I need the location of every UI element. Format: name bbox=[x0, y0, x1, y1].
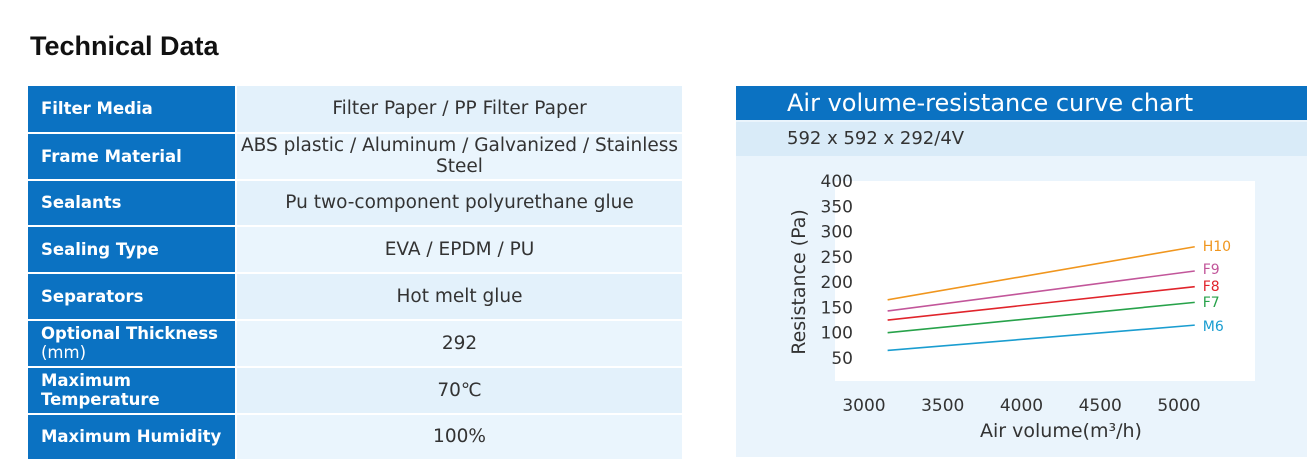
x-axis bbox=[842, 396, 1200, 416]
section-title: Technical Data bbox=[30, 31, 219, 61]
chart-panel bbox=[736, 86, 1307, 457]
spec-label-unit: (mm) bbox=[41, 343, 87, 363]
y-tick-label: 300 bbox=[820, 222, 853, 243]
series-label-f8: F8 bbox=[1202, 279, 1220, 295]
x-axis-title: Air volume(m³/h) bbox=[980, 420, 1142, 442]
spec-label-text: Optional Thickness bbox=[41, 324, 218, 344]
table-row bbox=[28, 226, 682, 273]
table-row bbox=[28, 180, 682, 227]
spec-label bbox=[28, 86, 236, 133]
table-row bbox=[28, 86, 682, 133]
chart-subtitle: 592 x 592 x 292/4V bbox=[736, 122, 1307, 156]
spec-value: 70℃ bbox=[236, 367, 682, 414]
spec-value: EVA / EPDM / PU bbox=[236, 226, 682, 273]
table-row bbox=[28, 414, 682, 461]
y-axis-title: Resistance (Pa) bbox=[788, 209, 810, 355]
spec-label-text: Maximum Temperature bbox=[41, 371, 160, 410]
y-tick-label: 400 bbox=[820, 172, 853, 192]
spec-label bbox=[28, 133, 236, 180]
spec-label bbox=[28, 320, 236, 367]
table-row bbox=[28, 133, 682, 180]
spec-label bbox=[28, 226, 236, 273]
spec-label-text: Sealing Type bbox=[41, 240, 159, 260]
series-label-f7: F7 bbox=[1202, 295, 1220, 311]
spec-label-text: Sealants bbox=[41, 193, 122, 213]
spec-label-text: Maximum Humidity bbox=[41, 427, 222, 447]
y-tick-label: 50 bbox=[831, 349, 853, 369]
series-label-h10: H10 bbox=[1202, 239, 1232, 255]
x-tick-label: 5000 bbox=[1157, 396, 1201, 416]
spec-value: 100% bbox=[236, 414, 682, 461]
spec-value: 292 bbox=[236, 320, 682, 367]
series-label-m6: M6 bbox=[1202, 319, 1224, 335]
x-tick-label: 4000 bbox=[999, 396, 1044, 416]
chart-title: Air volume-resistance curve chart bbox=[736, 86, 1307, 120]
technical-data-table bbox=[28, 86, 682, 461]
y-tick-label: 100 bbox=[820, 323, 853, 344]
spec-label bbox=[28, 414, 236, 461]
x-tick-label: 3000 bbox=[842, 396, 886, 416]
y-tick-label: 350 bbox=[820, 197, 853, 218]
table-row bbox=[28, 273, 682, 320]
spec-value: Filter Paper / PP Filter Paper bbox=[236, 86, 682, 133]
y-tick-label: 250 bbox=[820, 247, 853, 268]
y-tick-label: 200 bbox=[820, 273, 853, 294]
spec-label bbox=[28, 367, 236, 414]
y-tick-label: 150 bbox=[820, 298, 853, 319]
spec-label-text: Filter Media bbox=[41, 99, 153, 119]
spec-value: Pu two-component polyurethane glue bbox=[236, 180, 682, 227]
line-chart bbox=[736, 86, 1307, 457]
table-row bbox=[28, 367, 682, 414]
series-label-f9: F9 bbox=[1202, 262, 1220, 278]
spec-label-text: Separators bbox=[41, 287, 144, 307]
spec-value: Hot melt glue bbox=[236, 273, 682, 320]
spec-label bbox=[28, 180, 236, 227]
spec-value: ABS plastic / Aluminum / Galvanized / Stainless Steel bbox=[236, 133, 682, 180]
spec-label-text: Frame Material bbox=[41, 146, 182, 166]
spec-label bbox=[28, 273, 236, 320]
plot-area bbox=[835, 181, 1255, 381]
x-tick-label: 3500 bbox=[921, 396, 965, 416]
x-tick-label: 4500 bbox=[1078, 396, 1122, 416]
table-row bbox=[28, 320, 682, 367]
